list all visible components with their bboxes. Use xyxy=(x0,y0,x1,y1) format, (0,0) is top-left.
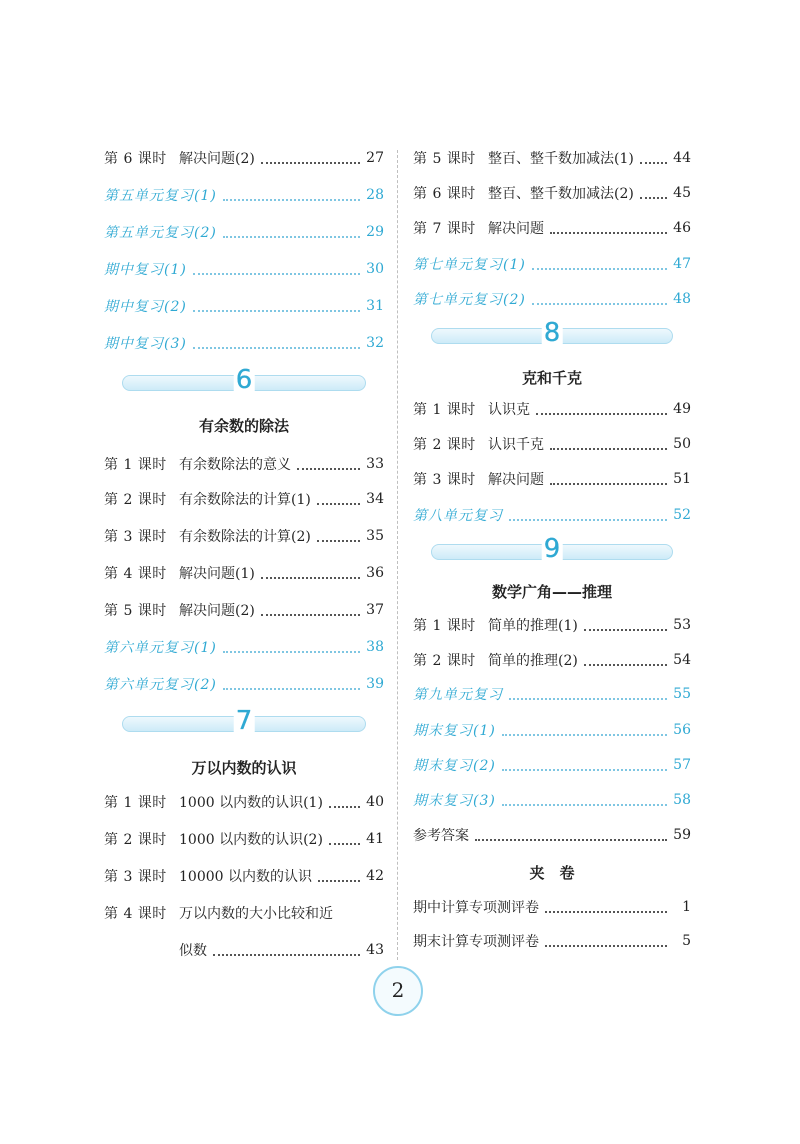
toc-entry[interactable] xyxy=(413,823,691,847)
page-ref: 38 xyxy=(366,639,384,655)
unit-8-banner xyxy=(431,318,673,348)
leader-dots xyxy=(545,910,667,913)
toc-review-entry[interactable] xyxy=(104,183,384,207)
page-ref: 44 xyxy=(673,150,691,166)
review-title: 第七单元复习(1) xyxy=(413,257,526,273)
lesson-title: 万以内数的大小比较和近 xyxy=(179,906,333,922)
unit-number: 8 xyxy=(543,318,561,348)
page-ref: 43 xyxy=(366,942,384,958)
column-divider xyxy=(397,150,398,960)
page-ref: 46 xyxy=(673,220,691,236)
leader-dots xyxy=(502,803,667,806)
lesson-number: 第 1 课时 xyxy=(413,402,476,418)
toc-review-entry[interactable] xyxy=(104,220,384,244)
review-title: 第六单元复习(1) xyxy=(104,640,217,656)
toc-review-entry[interactable] xyxy=(413,718,691,742)
review-title: 期末复习(3) xyxy=(413,793,496,809)
toc-review-entry[interactable] xyxy=(104,672,384,696)
toc-entry[interactable] xyxy=(104,598,384,622)
toc-entry[interactable] xyxy=(413,613,691,637)
leader-dots xyxy=(213,953,360,956)
lesson-number: 第 7 课时 xyxy=(413,221,476,237)
review-title: 第九单元复习 xyxy=(413,687,503,703)
lesson-number: 第 5 课时 xyxy=(104,603,167,619)
unit-number: 6 xyxy=(235,365,253,395)
toc-entry[interactable] xyxy=(413,648,691,672)
page-ref: 58 xyxy=(673,792,691,808)
lesson-title: 1000 以内数的认识(2) xyxy=(179,832,323,848)
page-ref: 53 xyxy=(673,617,691,633)
toc-entry-continuation[interactable] xyxy=(104,938,384,962)
toc-entry[interactable] xyxy=(104,487,384,511)
unit-number: 9 xyxy=(543,534,561,564)
lesson-title: 认识克 xyxy=(488,402,530,418)
leader-dots xyxy=(640,161,667,164)
leader-dots xyxy=(640,196,667,199)
leader-dots xyxy=(584,663,667,666)
page-ref: 34 xyxy=(366,491,384,507)
lesson-number: 第 4 课时 xyxy=(104,566,167,582)
toc-review-entry[interactable] xyxy=(413,682,691,706)
lesson-title: 有余数除法的计算(2) xyxy=(179,529,311,545)
unit-7-banner xyxy=(122,706,366,736)
lesson-title: 解决问题 xyxy=(488,221,544,237)
toc-entry[interactable] xyxy=(104,790,384,814)
review-title: 期末复习(1) xyxy=(413,723,496,739)
toc-entry[interactable] xyxy=(413,397,691,421)
toc-entry[interactable] xyxy=(104,452,384,476)
review-title: 第八单元复习 xyxy=(413,508,503,524)
page-ref: 1 xyxy=(682,899,691,915)
lesson-number: 第 1 课时 xyxy=(413,618,476,634)
leader-dots xyxy=(545,944,667,947)
page-ref: 56 xyxy=(673,722,691,738)
leader-dots xyxy=(261,613,360,616)
page-ref: 5 xyxy=(682,933,691,949)
review-title: 第七单元复习(2) xyxy=(413,292,526,308)
page-ref: 42 xyxy=(366,868,384,884)
leader-dots xyxy=(317,539,360,542)
lesson-number: 第 3 课时 xyxy=(413,472,476,488)
leader-dots xyxy=(223,235,360,238)
toc-review-entry[interactable] xyxy=(104,294,384,318)
lesson-title: 简单的推理(2) xyxy=(488,653,578,669)
unit-9-banner xyxy=(431,534,673,564)
lesson-number: 第 2 课时 xyxy=(413,653,476,669)
leader-dots xyxy=(532,267,667,270)
page-ref: 32 xyxy=(366,335,384,351)
page-number-badge: 2 xyxy=(373,966,423,1016)
page-ref: 30 xyxy=(366,261,384,277)
review-title: 期中复习(1) xyxy=(104,262,187,278)
toc-entry[interactable] xyxy=(413,895,691,919)
unit-7-title: 万以内数的认识 xyxy=(191,759,297,777)
lesson-number: 第 5 课时 xyxy=(413,151,476,167)
leader-dots xyxy=(317,502,360,505)
toc-entry[interactable] xyxy=(104,827,384,851)
answers-title: 参考答案 xyxy=(413,828,469,844)
lesson-title: 解决问题 xyxy=(488,472,544,488)
page-ref: 36 xyxy=(366,565,384,581)
leader-dots xyxy=(502,768,667,771)
page-ref: 59 xyxy=(673,827,691,843)
lesson-number: 第 6 课时 xyxy=(413,186,476,202)
lesson-number: 第 6 课时 xyxy=(104,151,167,167)
leader-dots xyxy=(261,161,360,164)
leader-dots xyxy=(223,687,360,690)
review-title: 期中复习(2) xyxy=(104,299,187,315)
leader-dots xyxy=(550,447,667,450)
page-ref: 31 xyxy=(366,298,384,314)
leader-dots xyxy=(329,842,360,845)
toc-review-entry[interactable] xyxy=(104,331,384,355)
toc-entry[interactable] xyxy=(104,901,384,925)
lesson-number: 第 4 课时 xyxy=(104,906,167,922)
unit-6-title: 有余数的除法 xyxy=(198,417,289,435)
toc-review-entry[interactable] xyxy=(413,753,691,777)
toc-entry[interactable] xyxy=(104,561,384,585)
toc-entry[interactable] xyxy=(413,467,691,491)
lesson-title: 解决问题(2) xyxy=(179,151,255,167)
lesson-number: 第 1 课时 xyxy=(104,457,167,473)
leader-dots xyxy=(223,198,360,201)
lesson-number: 第 3 课时 xyxy=(104,529,167,545)
lesson-title: 解决问题(2) xyxy=(179,603,255,619)
toc-review-entry[interactable] xyxy=(413,503,691,527)
lesson-title: 整百、整千数加减法(2) xyxy=(488,186,634,202)
page-ref: 48 xyxy=(673,291,691,307)
toc-entry[interactable] xyxy=(104,524,384,548)
unit-9-title: 数学广角——推理 xyxy=(491,583,612,601)
lesson-title: 整百、整千数加减法(1) xyxy=(488,151,634,167)
lesson-title: 1000 以内数的认识(1) xyxy=(179,795,323,811)
lesson-title: 10000 以内数的认识 xyxy=(179,869,312,885)
leader-dots xyxy=(297,467,360,470)
toc-entry[interactable] xyxy=(413,216,691,240)
review-title: 期末复习(2) xyxy=(413,758,496,774)
leader-dots xyxy=(584,628,667,631)
lesson-title: 认识千克 xyxy=(488,437,544,453)
page-ref: 51 xyxy=(673,471,691,487)
toc-review-entry[interactable] xyxy=(413,287,691,311)
page-ref: 49 xyxy=(673,401,691,417)
lesson-title: 有余数除法的意义 xyxy=(179,457,291,473)
page-ref: 50 xyxy=(673,436,691,452)
page-ref: 41 xyxy=(366,831,384,847)
leader-dots xyxy=(532,302,667,305)
toc-review-entry[interactable] xyxy=(413,252,691,276)
leader-dots xyxy=(509,697,667,700)
page-ref: 35 xyxy=(366,528,384,544)
review-title: 第五单元复习(1) xyxy=(104,188,217,204)
leader-dots xyxy=(329,805,360,808)
lesson-number: 第 2 课时 xyxy=(104,832,167,848)
insert-title: 夹 卷 xyxy=(529,864,575,882)
insert-paper-title: 期末计算专项测评卷 xyxy=(413,934,539,950)
leader-dots xyxy=(193,346,360,349)
leader-dots xyxy=(536,412,667,415)
page-ref: 57 xyxy=(673,757,691,773)
page-ref: 39 xyxy=(366,676,384,692)
page-ref: 52 xyxy=(673,507,691,523)
leader-dots xyxy=(475,838,667,841)
insert-paper-title: 期中计算专项测评卷 xyxy=(413,900,539,916)
toc-entry[interactable] xyxy=(413,432,691,456)
lesson-title: 似数 xyxy=(179,943,207,959)
leader-dots xyxy=(550,482,667,485)
lesson-number: 第 3 课时 xyxy=(104,869,167,885)
toc-entry[interactable] xyxy=(413,146,691,170)
page-ref: 45 xyxy=(673,185,691,201)
unit-6-banner xyxy=(122,365,366,395)
review-title: 第六单元复习(2) xyxy=(104,677,217,693)
lesson-title: 有余数除法的计算(1) xyxy=(179,492,311,508)
toc-entry[interactable] xyxy=(413,181,691,205)
toc-entry[interactable] xyxy=(104,146,384,170)
page-ref: 55 xyxy=(673,686,691,702)
unit-8-title: 克和千克 xyxy=(521,369,582,387)
leader-dots xyxy=(509,518,667,521)
lesson-title: 解决问题(1) xyxy=(179,566,255,582)
toc-entry[interactable] xyxy=(104,864,384,888)
toc-review-entry[interactable] xyxy=(104,635,384,659)
lesson-number: 第 1 课时 xyxy=(104,795,167,811)
page-ref: 29 xyxy=(366,224,384,240)
toc-review-entry[interactable] xyxy=(104,257,384,281)
page-ref: 40 xyxy=(366,794,384,810)
leader-dots xyxy=(193,309,360,312)
page-ref: 47 xyxy=(673,256,691,272)
review-title: 第五单元复习(2) xyxy=(104,225,217,241)
page-ref: 54 xyxy=(673,652,691,668)
page-ref: 27 xyxy=(366,150,384,166)
lesson-title: 简单的推理(1) xyxy=(488,618,578,634)
leader-dots xyxy=(550,231,667,234)
toc-review-entry[interactable] xyxy=(413,788,691,812)
page-ref: 28 xyxy=(366,187,384,203)
review-title: 期中复习(3) xyxy=(104,336,187,352)
leader-dots xyxy=(502,733,667,736)
page-ref: 33 xyxy=(366,456,384,472)
leader-dots xyxy=(261,576,360,579)
unit-number: 7 xyxy=(235,706,253,736)
leader-dots xyxy=(318,879,360,882)
toc-entry[interactable] xyxy=(413,929,691,953)
leader-dots xyxy=(223,650,360,653)
lesson-number: 第 2 课时 xyxy=(104,492,167,508)
lesson-number: 第 2 课时 xyxy=(413,437,476,453)
leader-dots xyxy=(193,272,360,275)
page-ref: 37 xyxy=(366,602,384,618)
